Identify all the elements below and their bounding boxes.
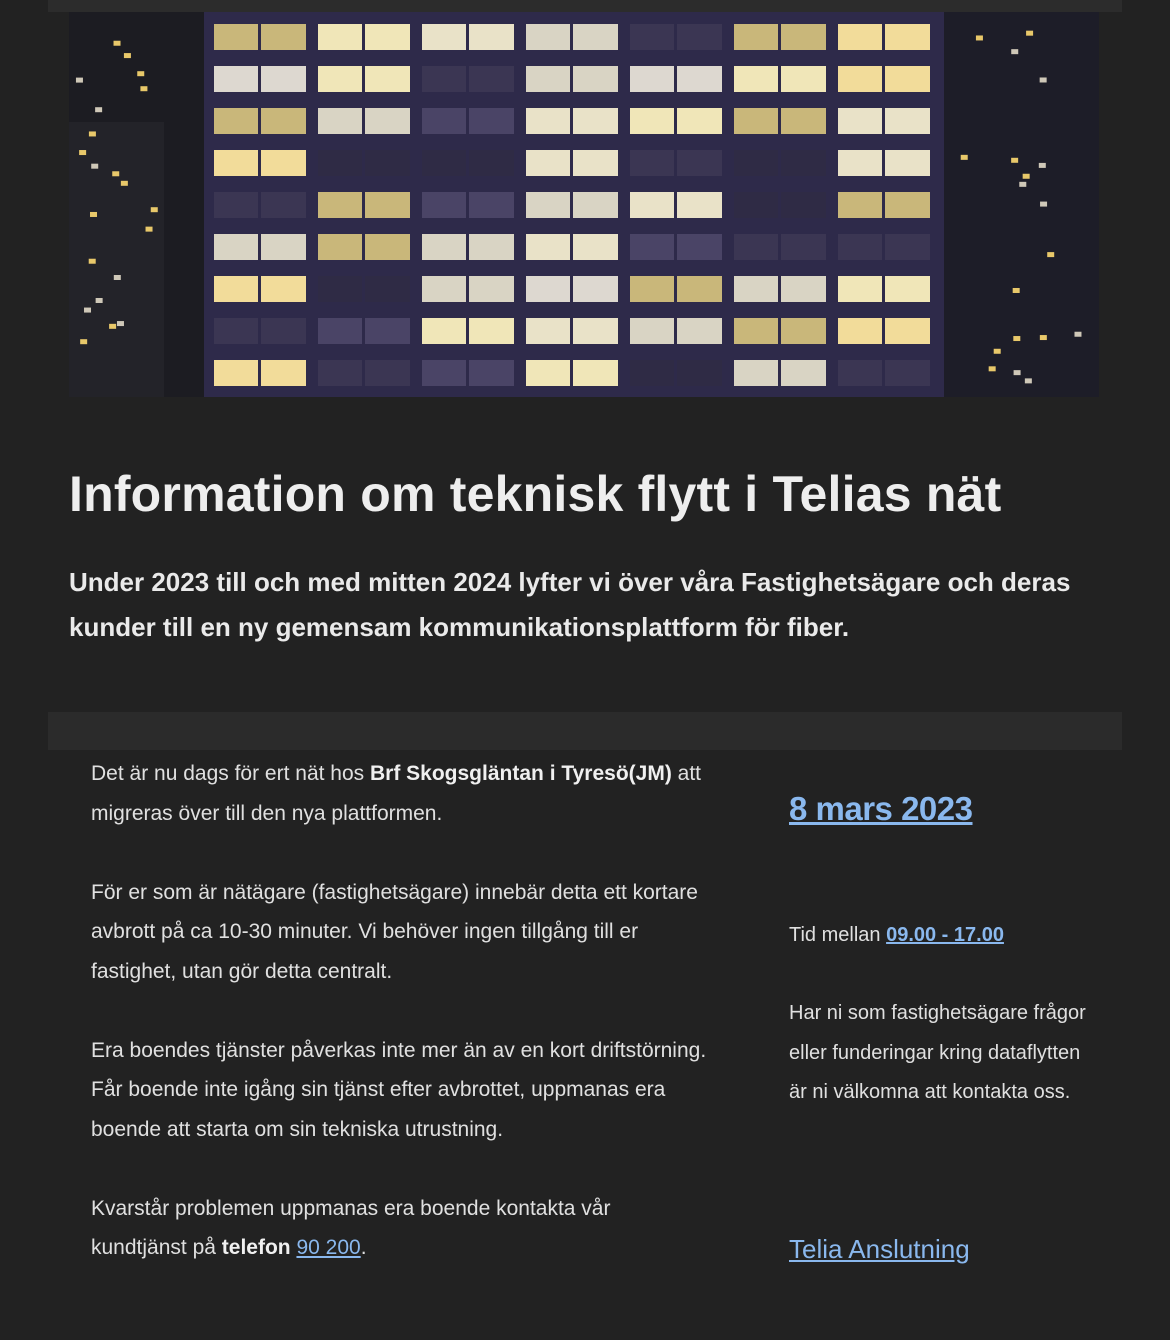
- distant-window: [89, 131, 96, 136]
- window-mullion: [258, 66, 261, 92]
- window-mullion: [778, 108, 781, 134]
- window-mullion: [570, 318, 573, 344]
- window-mullion: [778, 192, 781, 218]
- window-mullion: [882, 318, 885, 344]
- window-mullion: [466, 24, 469, 50]
- distant-window: [121, 181, 128, 186]
- window-mullion: [882, 360, 885, 386]
- distant-window: [1011, 49, 1018, 54]
- office-building-night-image: [69, 12, 1099, 397]
- distant-window: [79, 150, 86, 155]
- window-mullion: [570, 234, 573, 260]
- window-mullion: [466, 276, 469, 302]
- window-mullion: [778, 318, 781, 344]
- distant-window: [114, 41, 121, 46]
- distant-window: [114, 275, 121, 280]
- distant-window: [1074, 332, 1081, 337]
- distant-window: [1039, 163, 1046, 168]
- distant-window: [1047, 252, 1054, 257]
- distant-window: [90, 212, 97, 217]
- window-mullion: [674, 234, 677, 260]
- window-mullion: [778, 24, 781, 50]
- distant-window: [989, 366, 996, 371]
- window-mullion: [258, 24, 261, 50]
- window-mullion: [258, 192, 261, 218]
- distant-window: [151, 207, 158, 212]
- distant-window: [137, 71, 144, 76]
- window-mullion: [570, 24, 573, 50]
- window-mullion: [466, 360, 469, 386]
- window-mullion: [362, 108, 365, 134]
- window-mullion: [882, 234, 885, 260]
- window-mullion: [570, 192, 573, 218]
- window-mullion: [362, 150, 365, 176]
- window-mullion: [362, 24, 365, 50]
- page-subtitle: Under 2023 till och med mitten 2024 lyfter vi över våra Fastighetsägare och deras kunder till en ny gemensam kommunikationsplattform för fiber.: [69, 567, 1071, 642]
- window-mullion: [362, 234, 365, 260]
- distant-window: [109, 324, 116, 329]
- window-mullion: [258, 360, 261, 386]
- window-mullion: [882, 192, 885, 218]
- phone-label: telefon: [221, 1236, 291, 1259]
- outage-paragraph: För er som är nätägare (fastighetsägare) innebär detta ett kortare avbrott på ca 10-30 minuter. Vi behöver ingen tillgång till er fastighet, utan gör detta centralt.: [91, 880, 698, 983]
- window-mullion: [778, 150, 781, 176]
- support-prefix: Kvarstår problemen uppmanas era boende kontakta vår kundtjänst på: [91, 1196, 611, 1259]
- window-mullion: [778, 276, 781, 302]
- distant-window: [84, 308, 91, 313]
- distant-window: [1040, 335, 1047, 340]
- window-mullion: [466, 108, 469, 134]
- hero-image: [69, 12, 1099, 397]
- intro-prefix: Det är nu dags för ert nät hos: [91, 762, 370, 785]
- distant-window: [1040, 202, 1047, 207]
- distant-window: [994, 349, 1001, 354]
- distant-window: [1014, 370, 1021, 375]
- window-mullion: [674, 192, 677, 218]
- distant-window: [976, 35, 983, 40]
- phone-number-link[interactable]: 90 200: [296, 1236, 361, 1259]
- page-title: Information om teknisk flytt i Telias nät: [69, 466, 1002, 522]
- distant-window: [961, 155, 968, 160]
- window-mullion: [882, 66, 885, 92]
- window-mullion: [570, 276, 573, 302]
- window-mullion: [466, 318, 469, 344]
- window-mullion: [778, 360, 781, 386]
- time-range-link[interactable]: 09.00 - 17.00: [886, 924, 1004, 946]
- window-mullion: [882, 150, 885, 176]
- window-mullion: [778, 66, 781, 92]
- window-mullion: [674, 276, 677, 302]
- intro-suffix: att migreras över till den nya plattformen.: [91, 762, 702, 825]
- telia-anslutning-link[interactable]: Telia Anslutning: [789, 1234, 970, 1264]
- window-mullion: [570, 66, 573, 92]
- distant-window: [1019, 182, 1026, 187]
- top-strip: [48, 0, 1122, 12]
- window-mullion: [362, 192, 365, 218]
- distant-window: [1025, 378, 1032, 383]
- window-mullion: [466, 234, 469, 260]
- window-mullion: [674, 150, 677, 176]
- window-mullion: [570, 108, 573, 134]
- distant-window: [80, 339, 87, 344]
- window-mullion: [362, 360, 365, 386]
- residents-paragraph: Era boendes tjänster påverkas inte mer än av en kort driftstörning. Får boende inte igång sin tjänst efter avbrottet, uppmanas era boende att starta om sin tekniska utrustning.: [91, 1038, 707, 1141]
- window-mullion: [258, 234, 261, 260]
- distant-window: [146, 227, 153, 232]
- window-mullion: [362, 276, 365, 302]
- migration-date-link[interactable]: 8 mars 2023: [789, 790, 973, 827]
- window-mullion: [258, 276, 261, 302]
- window-mullion: [362, 318, 365, 344]
- intro-paragraph: [91, 754, 711, 833]
- distant-window: [89, 259, 96, 264]
- window-mullion: [466, 66, 469, 92]
- window-mullion: [674, 360, 677, 386]
- distant-window: [112, 171, 119, 176]
- window-mullion: [674, 24, 677, 50]
- distant-window: [1040, 77, 1047, 82]
- distant-window: [95, 107, 102, 112]
- distant-window: [96, 298, 103, 303]
- distant-window: [76, 78, 83, 83]
- contact-text: Har ni som fastighetsägare frågor eller funderingar kring dataflytten är ni välkomna att kontakta oss.: [789, 1002, 1086, 1103]
- distant-window: [117, 321, 124, 326]
- window-mullion: [570, 360, 573, 386]
- window-mullion: [258, 108, 261, 134]
- window-mullion: [882, 276, 885, 302]
- main-content: [91, 754, 711, 1307]
- window-mullion: [882, 24, 885, 50]
- support-suffix: .: [360, 1236, 367, 1259]
- section-divider: [48, 712, 1122, 750]
- support-paragraph: [91, 1189, 711, 1268]
- distant-window: [91, 164, 98, 169]
- distant-window: [1023, 174, 1030, 179]
- distant-window: [1011, 158, 1018, 163]
- distant-window: [1013, 288, 1020, 293]
- distant-window: [140, 86, 147, 91]
- window-mullion: [674, 66, 677, 92]
- distant-window: [1026, 31, 1033, 36]
- property-name: Brf Skogsgläntan i Tyresö(JM): [370, 762, 672, 785]
- window-mullion: [882, 108, 885, 134]
- window-mullion: [258, 318, 261, 344]
- distant-window: [1013, 336, 1020, 341]
- window-mullion: [466, 150, 469, 176]
- window-mullion: [570, 150, 573, 176]
- window-mullion: [778, 234, 781, 260]
- time-window: [789, 916, 1004, 955]
- window-mullion: [362, 66, 365, 92]
- window-mullion: [674, 318, 677, 344]
- time-prefix: Tid mellan: [789, 924, 887, 946]
- window-mullion: [466, 192, 469, 218]
- window-mullion: [674, 108, 677, 134]
- window-mullion: [258, 150, 261, 176]
- distant-window: [124, 53, 131, 58]
